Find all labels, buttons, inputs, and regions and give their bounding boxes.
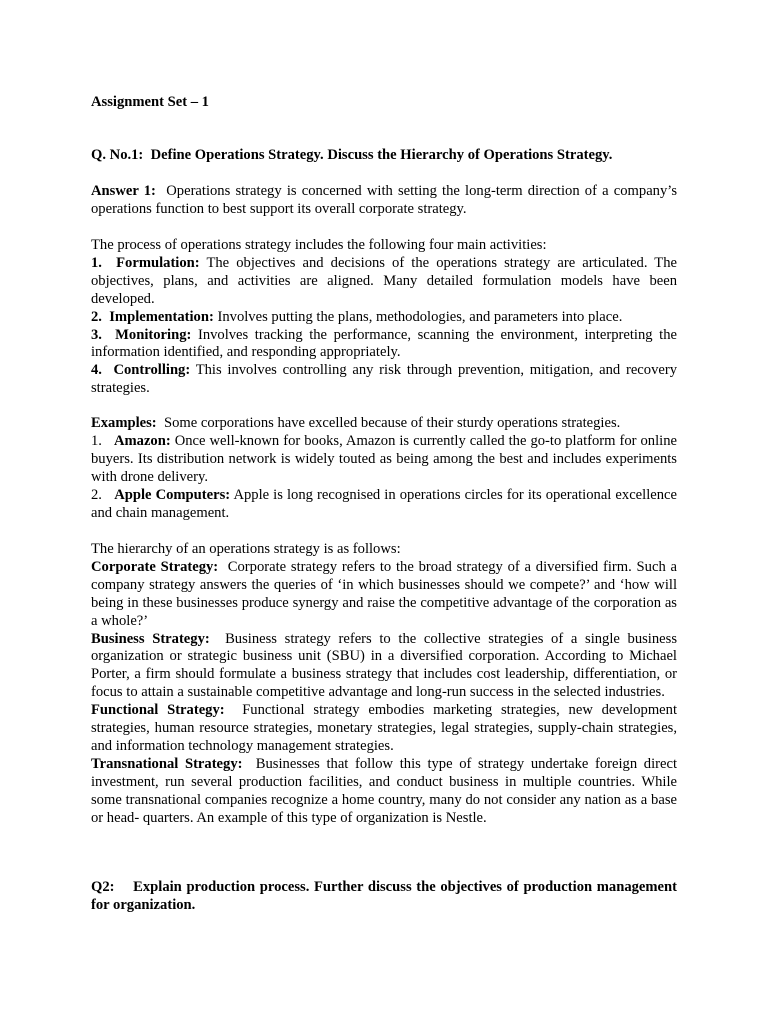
hierarchy-section [91, 541, 677, 828]
process-item: 2. Implementation: Involves putting the plans, methodologies, and parameters into place. [91, 308, 623, 325]
answer-1-label: Answer 1: [91, 183, 156, 199]
answer-1-text: Operations strategy is concerned with setting the long-term direction of a company’s operations function to best support its overall corporate strategy. [91, 183, 678, 217]
question-1-text: Define Operations Strategy. Discuss the Hierarchy of Operations Strategy. [150, 147, 613, 163]
question-1-number: Q. No.1: [91, 147, 144, 163]
hierarchy-item-corporate: Corporate Strategy: Corporate strategy refers to the broad strategy of a diversified firm. Such a company strategy answers the queries of ‘in which businesses should we compete?’ and ‘how will being in these businesses produce synergy and raise the competitive advantage of the corporation as a whole?’ [91, 558, 678, 629]
example-item: 2. Apple Computers: Apple is long recognised in operations circles for its operational excellence and chain management. [91, 486, 677, 521]
example-item: 1. Amazon: Once well-known for books, Amazon is currently called the go-to platform for online buyers. Its distribution network is widely touted as being among the best and includes experiments with drone delivery. [91, 432, 677, 485]
question-1 [91, 147, 677, 165]
process-item: 1. Formulation: The objectives and decisions of the operations strategy are articulated. The objectives, plans, and activities are aligned. Many detailed formulation models have been developed. [91, 254, 677, 307]
examples-section [91, 415, 677, 522]
process-intro: The process of operations strategy includes the following four main activities: [91, 237, 547, 253]
hierarchy-item-business: Business Strategy: Business strategy refers to the collective strategies of a single business organization or strategic business unit (SBU) in a diversified corporation. According to Michael Porter, a firm should formulate a business strategy that includes cost leadership, differentiation, or focus to attain a sustainable competitive advantage and long-run success in the selected industries. [91, 630, 677, 701]
assignment-title: Assignment Set – 1 [91, 94, 209, 110]
process-section [91, 237, 677, 398]
answer-1-intro [91, 183, 677, 219]
hierarchy-intro: The hierarchy of an operations strategy is as follows: [91, 541, 401, 557]
hierarchy-item-functional: Functional Strategy: Functional strategy embodies marketing strategies, new development strategies, human resource strategies, monetary strategies, legal strategies, supply-chain strategies, and information technology management strategies. [91, 702, 678, 754]
examples-intro: Examples: Some corporations have excelled because of their sturdy operations strategies. [91, 415, 621, 431]
question-2-number: Q2: [91, 879, 115, 895]
hierarchy-item-transnational: Transnational Strategy: Businesses that follow this type of strategy undertake foreign direct investment, run several production facilities, and conduct business in multiple countries. While some transnational companies recognize a home country, many do not consider any nation as a base or head- quarters. An example of this type of organization is Nestle. [91, 755, 678, 826]
question-2-text: Explain production process. Further discuss the objectives of production management for organization. [91, 879, 678, 913]
question-2 [91, 879, 677, 915]
process-item: 3. Monitoring: Involves tracking the performance, scanning the environment, interpreting the information identified, and responding appropriately. [91, 326, 677, 361]
process-item: 4. Controlling: This involves controlling any risk through prevention, mitigation, and recovery strategies. [91, 362, 678, 397]
